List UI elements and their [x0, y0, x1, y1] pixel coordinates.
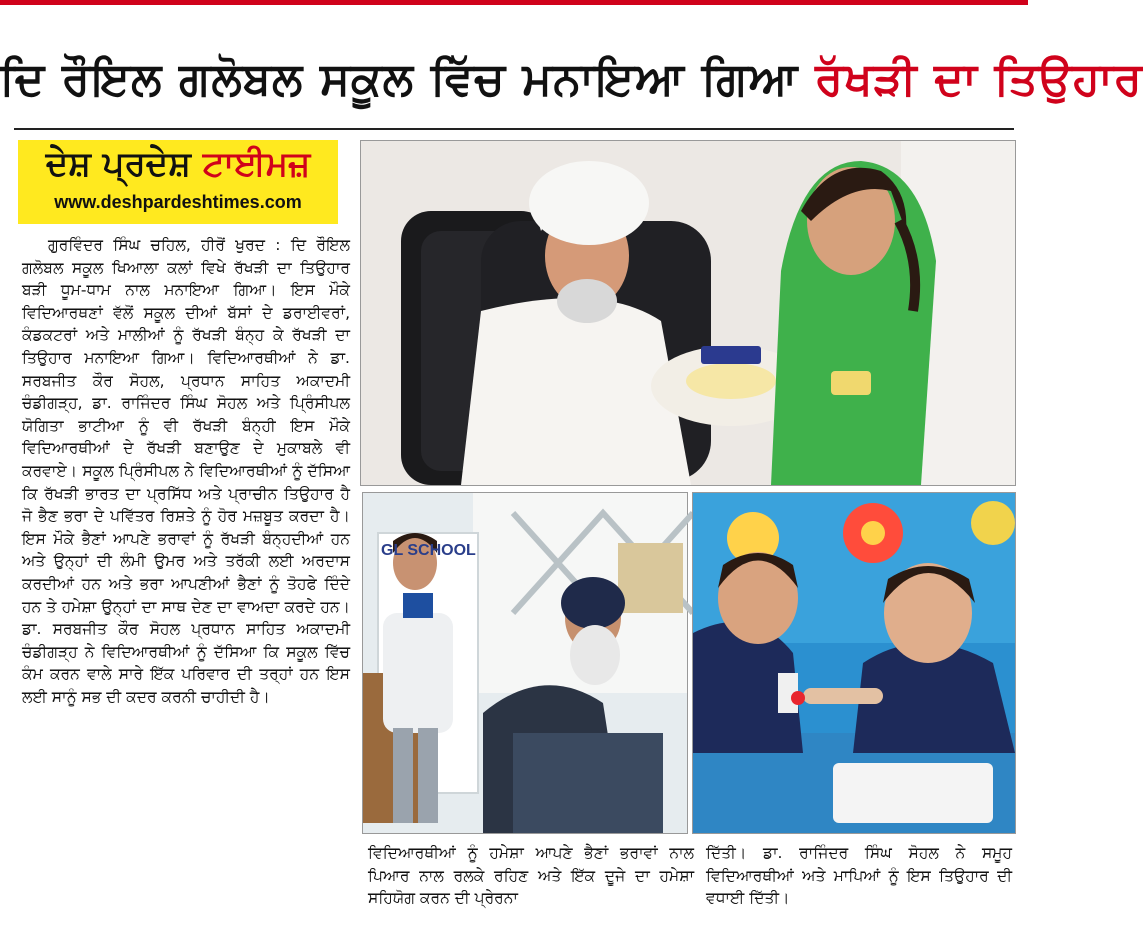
masthead-url: www.deshpardeshtimes.com	[54, 192, 302, 212]
article-column-1: ਗੁਰਵਿੰਦਰ ਸਿੰਘ ਚਹਿਲ, ਹੀਰੋਂ ਖੁਰਦ : ਦਿ ਰੌਇਲ ਗਲੋਬਲ ਸਕੂਲ ਖਿਆਲਾ ਕਲਾਂ ਵਿਖੇ ਰੱਖੜੀ ਦਾ ਤਿਉਹਾਰ ਬੜੀ ਧੂਮ-ਧਾਮ ਨਾਲ ਮਨਾਇਆ ਗਿਆ। ਇਸ ਮੌਕੇ ਵਿਦਿਆਰਥਣਾਂ ਵੱਲੋਂ ਸਕੂਲ ਦੀਆਂ ਬੱਸਾਂ ਦੇ ਡਰਾਈਵਰਾਂ, ਕੰਡਕਟਰਾਂ ਅਤੇ ਮਾਲੀਆਂ ਨੂੰ ਰੱਖੜੀ ਬੰਨ੍ਹ ਕੇ ਰੱਖੜੀ ਦਾ ਤਿਉਹਾਰ ਮਨਾਇਆ ਗਿਆ। ਵਿਦਿਆਰਥੀਆਂ ਨੇ ਡਾ. ਸਰਬਜੀਤ ਕੌਰ ਸੋਹਲ, ਪ੍ਰਧਾਨ ਸਾਹਿਤ ਅਕਾਦਮੀ ਚੰਡੀਗੜ੍ਹ, ਡਾ. ਰਾਜਿੰਦਰ ਸਿੰਘ ਸੋਹਲ ਅਤੇ ਪ੍ਰਿੰਸੀਪਲ ਯੋਗਿਤਾ ਭਾਟੀਆ ਨੂੰ ਵੀ ਰੱਖੜੀ ਬੰਨ੍ਹੀ ਇਸ ਮੌਕੇ ਵਿਦਿਆਰਥੀਆਂ ਦੇ ਰੱਖੜੀ ਬਣਾਉਣ ਦੇ ਮੁਕਾਬਲੇ ਵੀ ਕਰਵਾਏ। ਸਕੂਲ ਪ੍ਰਿੰਸੀਪਲ ਨੇ ਵਿਦਿਆਰਥੀਆਂ ਨੂੰ ਦੱਸਿਆ ਕਿ ਰੱਖੜੀ ਭਾਰਤ ਦਾ ਪ੍ਰਸਿੱਧ ਅਤੇ ਪ੍ਰਾਚੀਨ ਤਿਉਹਾਰ ਹੈ ਜੋ ਭੈਣ ਭਰਾ ਦੇ ਪਵਿੱਤਰ ਰਿਸ਼ਤੇ ਨੂੰ ਹੋਰ ਮਜ਼ਬੂਤ ਕਰਦਾ ਹੈ।ਇਸ ਮੌਕੇ ਭੈਣਾਂ ਆਪਣੇ ਭਰਾਵਾਂ ਨੂੰ ਰੱਖੜੀ ਬੰਨ੍ਹਦੀਆਂ ਹਨ ਅਤੇ ਉਨ੍ਹਾਂ ਦੀ ਲੰਮੀ ਉਮਰ ਅਤੇ ਤਰੱਕੀ ਲਈ ਅਰਦਾਸ ਕਰਦੀਆਂ ਹਨ ਅਤੇ ਭਰਾ ਆਪਣੀਆਂ ਭੈਣਾਂ ਨੂੰ ਤੋਹਫੇ ਦਿੰਦੇ ਹਨ ਤੇ ਹਮੇਸ਼ਾ ਉਨ੍ਹਾਂ ਦਾ ਸਾਥ ਦੇਣ ਦਾ ਵਾਅਦਾ ਕਰਦੇ ਹਨ। ਡਾ. ਸਰਬਜੀਤ ਕੌਰ ਸੋਹਲ ਪ੍ਰਧਾਨ ਸਾਹਿਤ ਅਕਾਦਮੀ ਚੰਡੀਗੜ੍ਹ ਨੇ ਵਿਦਿਆਰਥੀਆਂ ਨੂੰ ਦੱਸਿਆ ਕਿ ਸਕੂਲ ਵਿੱਚ ਕੰਮ ਕਰਨ ਵਾਲੇ ਸਾਰੇ ਇੱਕ ਪਰਿਵਾਰ ਦੀ ਤਰ੍ਹਾਂ ਹਨ ਇਸ ਲਈ ਸਾਨੂੰ ਸਭ ਦੀ ਕਦਰ ਕਰਨੀ ਚਾਹੀਦੀ ਹੈ।	[22, 236, 350, 706]
masthead-name-part2: ਟਾਈਮਜ਼	[202, 144, 311, 184]
article-column-3: ਦਿੱਤੀ। ਡਾ. ਰਾਜਿੰਦਰ ਸਿੰਘ ਸੋਹਲ ਨੇ ਸਮੂਹ ਵਿਦਿਆਰਥੀਆਂ ਅਤੇ ਮਾਪਿਆਂ ਨੂੰ ਇਸ ਤਿਉਹਾਰ ਦੀ ਵਧਾਈ ਦਿੱਤੀ।	[706, 844, 1012, 908]
masthead-name	[18, 144, 338, 184]
top-accent-bar	[0, 0, 1028, 5]
headline-part2: ਰੱਖੜੀ ਦਾ ਤਿਉਹਾਰ	[815, 52, 1143, 105]
photo-two-boys	[692, 492, 1016, 834]
photo-man-and-girl	[360, 140, 1016, 486]
masthead	[18, 140, 338, 224]
article-column-2: ਵਿਦਿਆਰਥੀਆਂ ਨੂੰ ਹਮੇਸ਼ਾ ਆਪਣੇ ਭੈਣਾਂ ਭਰਾਵਾਂ ਨਾਲ ਪਿਆਰ ਨਾਲ ਰਲਕੇ ਰਹਿਣ ਅਤੇ ਇੱਕ ਦੂਜੇ ਦਾ ਹਮੇਸ਼ਾ ਸਹਿਯੋਗ ਕਰਨ ਦੀ ਪ੍ਰੇਰਨਾ	[368, 844, 694, 908]
photo-girl-and-elder	[362, 492, 688, 834]
masthead-name-part1: ਦੇਸ਼ ਪ੍ਰਦੇਸ਼	[45, 144, 191, 184]
school-sign-text: GL SCHOOL	[381, 542, 476, 559]
headline-part1: ਦਿ ਰੌਇਲ ਗਲੋਬਲ ਸਕੂਲ ਵਿੱਚ ਮਨਾਇਆ ਗਿਆ	[0, 52, 799, 105]
headline	[0, 44, 1143, 114]
headline-rule	[14, 128, 1014, 130]
